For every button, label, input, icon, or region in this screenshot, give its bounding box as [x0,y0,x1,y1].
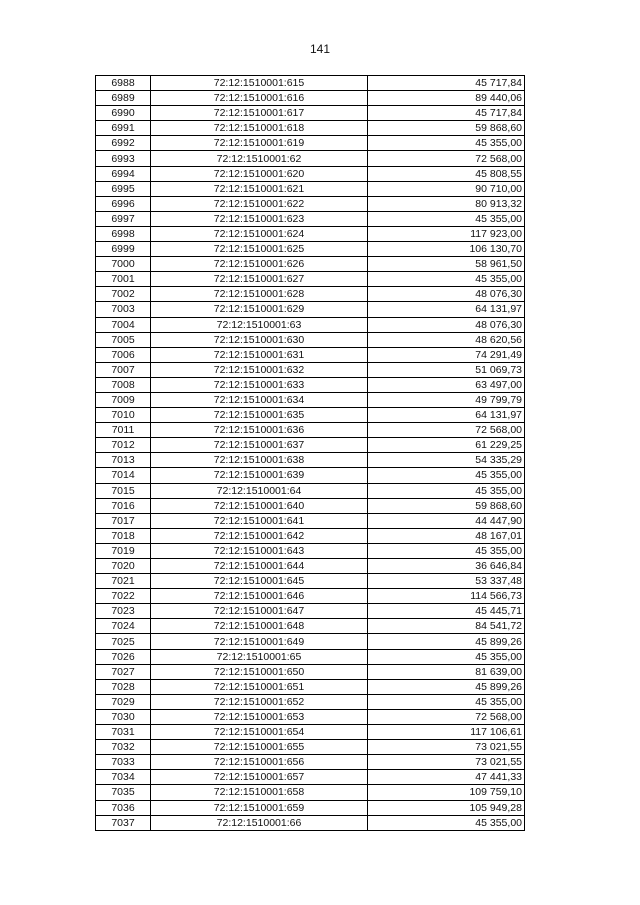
cadastral-number-cell: 72:12:1510001:621 [151,181,368,196]
cadastral-number-cell: 72:12:1510001:643 [151,543,368,558]
cadastral-value-cell: 45 899,26 [368,679,525,694]
cadastral-number-cell: 72:12:1510001:618 [151,121,368,136]
cadastral-number-cell: 72:12:1510001:638 [151,453,368,468]
cadastral-value-cell: 45 808,55 [368,166,525,181]
cadastral-number-cell: 72:12:1510001:640 [151,498,368,513]
table-row [96,543,525,558]
cadastral-number-cell: 72:12:1510001:622 [151,196,368,211]
cadastral-value-cell: 48 076,30 [368,317,525,332]
cadastral-value-cell: 109 759,10 [368,785,525,800]
cadastral-number-cell: 72:12:1510001:654 [151,725,368,740]
row-number-cell: 6999 [96,242,151,257]
row-number-cell: 7031 [96,725,151,740]
cadastral-value-cell: 73 021,55 [368,755,525,770]
page-number: 141 [309,42,331,56]
row-number-cell: 7002 [96,287,151,302]
table-row [96,513,525,528]
cadastral-number-cell: 72:12:1510001:646 [151,589,368,604]
table-row [96,257,525,272]
cadastral-number-cell: 72:12:1510001:620 [151,166,368,181]
cadastral-value-cell: 90 710,00 [368,181,525,196]
table-row [96,121,525,136]
table-row [96,136,525,151]
table-row [96,679,525,694]
table-row [96,815,525,830]
cadastral-number-cell: 72:12:1510001:616 [151,91,368,106]
cadastral-value-cell: 74 291,49 [368,347,525,362]
cadastral-number-cell: 72:12:1510001:623 [151,211,368,226]
row-number-cell: 6997 [96,211,151,226]
row-number-cell: 7016 [96,498,151,513]
cadastral-value-cell: 54 335,29 [368,453,525,468]
cadastral-number-cell: 72:12:1510001:658 [151,785,368,800]
table-row [96,166,525,181]
row-number-cell: 6988 [96,76,151,91]
table-row [96,770,525,785]
cadastral-value-cell: 45 355,00 [368,649,525,664]
cadastral-value-cell: 48 076,30 [368,287,525,302]
row-number-cell: 7008 [96,377,151,392]
table-row [96,589,525,604]
cadastral-number-cell: 72:12:1510001:624 [151,226,368,241]
row-number-cell: 7025 [96,634,151,649]
row-number-cell: 7005 [96,332,151,347]
row-number-cell: 7001 [96,272,151,287]
cadastral-number-cell: 72:12:1510001:655 [151,740,368,755]
cadastral-number-cell: 72:12:1510001:630 [151,332,368,347]
cadastral-number-cell: 72:12:1510001:629 [151,302,368,317]
table-row [96,528,525,543]
row-number-cell: 7021 [96,574,151,589]
cadastral-value-cell: 45 717,84 [368,76,525,91]
cadastral-number-cell: 72:12:1510001:647 [151,604,368,619]
cadastral-number-cell: 72:12:1510001:649 [151,634,368,649]
cadastral-value-cell: 73 021,55 [368,740,525,755]
table-row [96,181,525,196]
row-number-cell: 7014 [96,468,151,483]
cadastral-value-cell: 48 167,01 [368,528,525,543]
cadastral-number-cell: 72:12:1510001:628 [151,287,368,302]
cadastral-number-cell: 72:12:1510001:642 [151,528,368,543]
table-row [96,694,525,709]
row-number-cell: 7009 [96,392,151,407]
cadastral-value-cell: 58 961,50 [368,257,525,272]
cadastral-value-cell: 51 069,73 [368,362,525,377]
cadastral-number-cell: 72:12:1510001:657 [151,770,368,785]
cadastral-number-cell: 72:12:1510001:639 [151,468,368,483]
cadastral-value-cell: 49 799,79 [368,392,525,407]
cadastral-value-cell: 117 106,61 [368,725,525,740]
cadastral-value-cell: 45 355,00 [368,272,525,287]
row-number-cell: 6998 [96,226,151,241]
cadastral-value-cell: 72 568,00 [368,423,525,438]
cadastral-value-cell: 59 868,60 [368,121,525,136]
table-row [96,785,525,800]
table-row [96,211,525,226]
row-number-cell: 7027 [96,664,151,679]
row-number-cell: 6996 [96,196,151,211]
table-row [96,664,525,679]
table-row [96,347,525,362]
cadastral-value-cell: 44 447,90 [368,513,525,528]
cadastral-value-cell: 72 568,00 [368,709,525,724]
table-row [96,559,525,574]
table-row [96,468,525,483]
table-row [96,755,525,770]
cadastral-value-table [95,75,525,831]
row-number-cell: 6995 [96,181,151,196]
row-number-cell: 7020 [96,559,151,574]
row-number-cell: 6989 [96,91,151,106]
table-row [96,332,525,347]
row-number-cell: 7022 [96,589,151,604]
cadastral-value-cell: 89 440,06 [368,91,525,106]
table-row [96,76,525,91]
table-row [96,423,525,438]
cadastral-number-cell: 72:12:1510001:659 [151,800,368,815]
table-row [96,242,525,257]
table-row [96,709,525,724]
row-number-cell: 7017 [96,513,151,528]
cadastral-number-cell: 72:12:1510001:615 [151,76,368,91]
row-number-cell: 7012 [96,438,151,453]
table-row [96,498,525,513]
row-number-cell: 7028 [96,679,151,694]
row-number-cell: 7006 [96,347,151,362]
row-number-cell: 7018 [96,528,151,543]
table-row [96,196,525,211]
cadastral-value-cell: 45 445,71 [368,604,525,619]
row-number-cell: 7013 [96,453,151,468]
row-number-cell: 7010 [96,408,151,423]
table-row [96,725,525,740]
cadastral-value-cell: 45 355,00 [368,468,525,483]
row-number-cell: 7000 [96,257,151,272]
table-row [96,106,525,121]
row-number-cell: 6991 [96,121,151,136]
cadastral-number-cell: 72:12:1510001:633 [151,377,368,392]
row-number-cell: 7037 [96,815,151,830]
cadastral-value-cell: 45 355,00 [368,694,525,709]
cadastral-value-cell: 36 646,84 [368,559,525,574]
cadastral-value-cell: 45 355,00 [368,211,525,226]
cadastral-number-cell: 72:12:1510001:62 [151,151,368,166]
table-row [96,302,525,317]
cadastral-number-cell: 72:12:1510001:636 [151,423,368,438]
cadastral-value-cell: 45 355,00 [368,543,525,558]
cadastral-number-cell: 72:12:1510001:617 [151,106,368,121]
table-row [96,151,525,166]
row-number-cell: 7019 [96,543,151,558]
cadastral-value-cell: 114 566,73 [368,589,525,604]
table-row [96,649,525,664]
table-row [96,438,525,453]
row-number-cell: 7015 [96,483,151,498]
cadastral-number-cell: 72:12:1510001:637 [151,438,368,453]
table-row [96,362,525,377]
cadastral-number-cell: 72:12:1510001:650 [151,664,368,679]
table-row [96,619,525,634]
cadastral-number-cell: 72:12:1510001:656 [151,755,368,770]
cadastral-number-cell: 72:12:1510001:641 [151,513,368,528]
row-number-cell: 6990 [96,106,151,121]
cadastral-value-cell: 45 899,26 [368,634,525,649]
row-number-cell: 7024 [96,619,151,634]
cadastral-value-cell: 61 229,25 [368,438,525,453]
table-row [96,634,525,649]
cadastral-value-cell: 45 355,00 [368,815,525,830]
table-row [96,408,525,423]
cadastral-value-cell: 59 868,60 [368,498,525,513]
cadastral-number-cell: 72:12:1510001:627 [151,272,368,287]
row-number-cell: 7033 [96,755,151,770]
cadastral-value-cell: 53 337,48 [368,574,525,589]
row-number-cell: 7007 [96,362,151,377]
table-row [96,453,525,468]
table-row [96,740,525,755]
cadastral-value-cell: 63 497,00 [368,377,525,392]
cadastral-value-cell: 64 131,97 [368,408,525,423]
cadastral-number-cell: 72:12:1510001:64 [151,483,368,498]
cadastral-value-cell: 45 717,84 [368,106,525,121]
cadastral-value-cell: 45 355,00 [368,483,525,498]
cadastral-value-cell: 45 355,00 [368,136,525,151]
row-number-cell: 6992 [96,136,151,151]
cadastral-number-cell: 72:12:1510001:645 [151,574,368,589]
cadastral-value-cell: 72 568,00 [368,151,525,166]
row-number-cell: 6994 [96,166,151,181]
cadastral-value-cell: 106 130,70 [368,242,525,257]
row-number-cell: 7003 [96,302,151,317]
cadastral-number-cell: 72:12:1510001:66 [151,815,368,830]
cadastral-number-cell: 72:12:1510001:626 [151,257,368,272]
row-number-cell: 6993 [96,151,151,166]
cadastral-number-cell: 72:12:1510001:65 [151,649,368,664]
row-number-cell: 7026 [96,649,151,664]
table-row [96,317,525,332]
cadastral-number-cell: 72:12:1510001:619 [151,136,368,151]
table-row [96,483,525,498]
cadastral-value-cell: 84 541,72 [368,619,525,634]
row-number-cell: 7030 [96,709,151,724]
table-body [96,76,525,831]
table-row [96,392,525,407]
row-number-cell: 7035 [96,785,151,800]
table-row [96,272,525,287]
cadastral-value-cell: 80 913,32 [368,196,525,211]
cadastral-value-cell: 81 639,00 [368,664,525,679]
cadastral-value-cell: 117 923,00 [368,226,525,241]
row-number-cell: 7034 [96,770,151,785]
row-number-cell: 7036 [96,800,151,815]
cadastral-number-cell: 72:12:1510001:632 [151,362,368,377]
cadastral-number-cell: 72:12:1510001:631 [151,347,368,362]
cadastral-number-cell: 72:12:1510001:634 [151,392,368,407]
row-number-cell: 7011 [96,423,151,438]
cadastral-number-cell: 72:12:1510001:644 [151,559,368,574]
cadastral-number-cell: 72:12:1510001:648 [151,619,368,634]
cadastral-value-cell: 105 949,28 [368,800,525,815]
table-row [96,226,525,241]
cadastral-number-cell: 72:12:1510001:625 [151,242,368,257]
row-number-cell: 7023 [96,604,151,619]
cadastral-number-cell: 72:12:1510001:653 [151,709,368,724]
table-row [96,574,525,589]
row-number-cell: 7032 [96,740,151,755]
row-number-cell: 7029 [96,694,151,709]
cadastral-number-cell: 72:12:1510001:652 [151,694,368,709]
table-row [96,800,525,815]
row-number-cell: 7004 [96,317,151,332]
table-row [96,287,525,302]
cadastral-value-cell: 64 131,97 [368,302,525,317]
cadastral-number-cell: 72:12:1510001:635 [151,408,368,423]
table-row [96,91,525,106]
cadastral-value-cell: 48 620,56 [368,332,525,347]
cadastral-value-cell: 47 441,33 [368,770,525,785]
table-row [96,604,525,619]
cadastral-number-cell: 72:12:1510001:63 [151,317,368,332]
cadastral-number-cell: 72:12:1510001:651 [151,679,368,694]
table-row [96,377,525,392]
